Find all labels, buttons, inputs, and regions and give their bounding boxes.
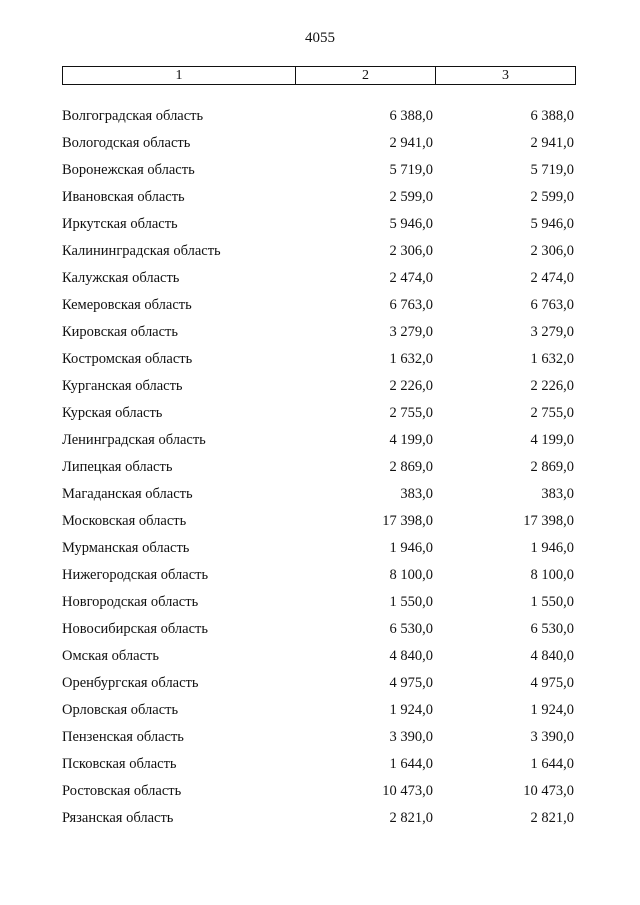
value-col-2: 3 390,0 (389, 729, 433, 745)
table-body (62, 103, 576, 832)
value-col-3: 6 763,0 (530, 297, 574, 313)
table-row (62, 589, 576, 616)
region-name: Кировская область (62, 324, 179, 340)
region-name: Оренбургская область (62, 675, 199, 691)
table-row (62, 508, 576, 535)
table-row (62, 481, 576, 508)
value-col-3: 1 550,0 (530, 594, 574, 610)
region-name: Новгородская область (62, 594, 199, 610)
table-row (62, 373, 576, 400)
table-row (62, 265, 576, 292)
header-col-1: 1 (63, 67, 296, 84)
value-col-2: 3 279,0 (389, 324, 433, 340)
value-col-2: 8 100,0 (389, 567, 433, 583)
region-name: Калужская область (62, 270, 180, 286)
table-row (62, 130, 576, 157)
table-row (62, 643, 576, 670)
value-col-2: 2 821,0 (389, 810, 433, 826)
region-name: Волгоградская область (62, 108, 204, 124)
table-row (62, 103, 576, 130)
region-name: Орловская область (62, 702, 179, 718)
value-col-2: 1 632,0 (389, 351, 433, 367)
value-col-2: 2 599,0 (389, 189, 433, 205)
header-col-3: 3 (502, 67, 509, 83)
region-name: Липецкая область (62, 459, 173, 475)
value-col-2: 4 199,0 (389, 432, 433, 448)
region-name: Пензенская область (62, 729, 184, 745)
value-col-3: 2 869,0 (530, 459, 574, 475)
region-name: Ростовская область (62, 783, 182, 799)
value-col-3: 2 226,0 (530, 378, 574, 394)
value-col-3: 17 398,0 (523, 513, 574, 529)
table-row (62, 724, 576, 751)
value-col-2: 10 473,0 (382, 783, 433, 799)
region-name: Калининградская область (62, 243, 221, 259)
value-col-3: 4 975,0 (530, 675, 574, 691)
value-col-2: 6 388,0 (389, 108, 433, 124)
region-name: Курская область (62, 405, 163, 421)
value-col-3: 383,0 (541, 486, 574, 502)
region-name: Воронежская область (62, 162, 195, 178)
value-col-3: 10 473,0 (523, 783, 574, 799)
value-col-3: 6 530,0 (530, 621, 574, 637)
region-name: Иркутская область (62, 216, 178, 232)
value-col-2: 2 869,0 (389, 459, 433, 475)
value-col-3: 1 946,0 (530, 540, 574, 556)
table-row (62, 670, 576, 697)
table-row (62, 778, 576, 805)
value-col-2: 1 924,0 (389, 702, 433, 718)
table-row (62, 454, 576, 481)
value-col-2: 1 550,0 (389, 594, 433, 610)
region-name: Московская область (62, 513, 187, 529)
value-col-2: 2 755,0 (389, 405, 433, 421)
table-row (62, 805, 576, 832)
table-row (62, 751, 576, 778)
value-col-2: 2 306,0 (389, 243, 433, 259)
region-name: Кемеровская область (62, 297, 192, 313)
table-row (62, 292, 576, 319)
value-col-3: 8 100,0 (530, 567, 574, 583)
table-row (62, 535, 576, 562)
value-col-3: 2 755,0 (530, 405, 574, 421)
value-col-3: 1 644,0 (530, 756, 574, 772)
region-name: Ивановская область (62, 189, 185, 205)
value-col-2: 5 719,0 (389, 162, 433, 178)
table-row (62, 346, 576, 373)
value-col-2: 6 530,0 (389, 621, 433, 637)
value-col-2: 6 763,0 (389, 297, 433, 313)
value-col-2: 2 941,0 (389, 135, 433, 151)
table-row (62, 157, 576, 184)
value-col-3: 2 821,0 (530, 810, 574, 826)
value-col-3: 1 924,0 (530, 702, 574, 718)
value-col-3: 2 941,0 (530, 135, 574, 151)
region-name: Костромская область (62, 351, 193, 367)
value-col-3: 4 840,0 (530, 648, 574, 664)
table-row (62, 184, 576, 211)
value-col-3: 5 719,0 (530, 162, 574, 178)
region-name: Псковская область (62, 756, 177, 772)
value-col-3: 6 388,0 (530, 108, 574, 124)
value-col-2: 383,0 (400, 486, 433, 502)
value-col-2: 2 226,0 (389, 378, 433, 394)
table-row (62, 319, 576, 346)
value-col-3: 3 390,0 (530, 729, 574, 745)
value-col-3: 1 632,0 (530, 351, 574, 367)
region-name: Магаданская область (62, 486, 193, 502)
table-row (62, 238, 576, 265)
table-row (62, 400, 576, 427)
value-col-3: 3 279,0 (530, 324, 574, 340)
value-col-2: 1 644,0 (389, 756, 433, 772)
table-row (62, 616, 576, 643)
region-name: Курганская область (62, 378, 183, 394)
table-row (62, 697, 576, 724)
value-col-3: 2 306,0 (530, 243, 574, 259)
value-col-2: 2 474,0 (389, 270, 433, 286)
header-col-2: 2 (296, 67, 436, 84)
value-col-3: 4 199,0 (530, 432, 574, 448)
value-col-3: 5 946,0 (530, 216, 574, 232)
region-name: Ленинградская область (62, 432, 206, 448)
value-col-2: 4 975,0 (389, 675, 433, 691)
region-name: Вологодская область (62, 135, 191, 151)
region-name: Новосибирская область (62, 621, 208, 637)
table-row (62, 427, 576, 454)
value-col-3: 2 474,0 (530, 270, 574, 286)
page-number: 4055 (305, 30, 335, 46)
value-col-2: 5 946,0 (389, 216, 433, 232)
region-name: Омская область (62, 648, 159, 664)
value-col-2: 4 840,0 (389, 648, 433, 664)
region-name: Рязанская область (62, 810, 174, 826)
value-col-2: 1 946,0 (389, 540, 433, 556)
table-row (62, 211, 576, 238)
table-header (62, 66, 576, 85)
region-name: Мурманская область (62, 540, 190, 556)
table-row (62, 562, 576, 589)
value-col-2: 17 398,0 (382, 513, 433, 529)
region-name: Нижегородская область (62, 567, 209, 583)
value-col-3: 2 599,0 (530, 189, 574, 205)
